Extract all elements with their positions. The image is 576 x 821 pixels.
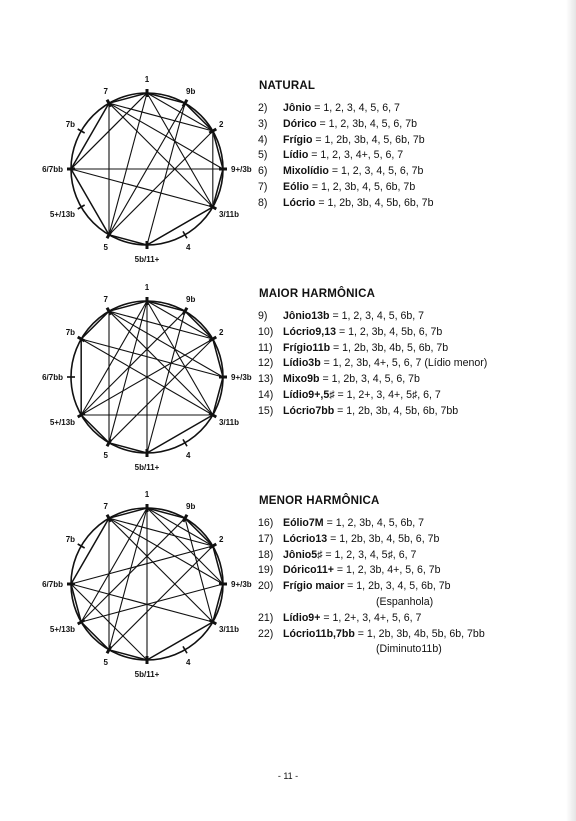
mode-name: Eólio (283, 180, 309, 193)
mode-degrees: = 1, 2, 3b, 4, 5, 6b, 7b (308, 180, 416, 193)
mode-degrees: = 1, 2b, 3b, 4, 5, 6b, 7b (312, 133, 425, 146)
mode-list (258, 516, 485, 658)
chord-wheel-maior-harmonica (30, 280, 260, 470)
degree-label: 7 (103, 295, 108, 305)
mode-number: 22) (258, 627, 274, 640)
scale-outline-segment (109, 301, 147, 311)
degree-label: 5 (103, 657, 108, 667)
scale-outline-segment (109, 235, 147, 245)
chord-line (81, 584, 223, 622)
scale-outline-segment (147, 415, 213, 453)
mode-name: Dórico (283, 117, 317, 130)
mode-degrees: = 1, 2b, 3b, 4b, 5b, 6b, 7bb (354, 627, 485, 640)
mode-number: 17) (258, 532, 274, 545)
mode-degrees: = 1, 2+, 3, 4+, 5♯, 6, 7 (334, 388, 441, 401)
degree-label: 6/7bb (42, 165, 63, 174)
mode-name: Jônio13b (283, 310, 330, 322)
mode-name: Lídio (283, 149, 309, 162)
scale-outline-segment (71, 169, 109, 235)
degree-label: 5+/13b (49, 625, 76, 634)
degree-label: 3/11b (218, 210, 239, 219)
mode-item (258, 341, 487, 357)
scale-outline-segment (147, 301, 185, 311)
mode-name: Lídio9+ (283, 611, 321, 624)
mode-degrees: = 1, 2, 3, 4, 5, 6, 7 (311, 102, 400, 114)
mode-number: 12) (258, 357, 274, 370)
mode-name: Lócrio7bb (283, 404, 335, 417)
section-title: MENOR HARMÔNICA (259, 495, 380, 507)
page-number: - 11 - (277, 771, 299, 781)
mode-degrees: = 1, 2, 3, 4+, 5, 6, 7 (308, 149, 404, 162)
scale-outline-segment (213, 339, 223, 377)
degree-label: 2 (218, 328, 224, 337)
mode-number: 13) (258, 373, 274, 386)
degree-label: 9b (186, 502, 196, 512)
mode-degrees: = 1, 2, 3b, 4, 5, 6, 7b (316, 117, 417, 130)
scale-outline-segment (213, 131, 223, 169)
mode-name: Mixo9b (283, 373, 320, 386)
scale-outline-segment (81, 311, 109, 339)
scale-outline-segment (147, 93, 185, 103)
mode-name: Lócrio9,13 (283, 325, 336, 338)
degree-label: 5 (103, 450, 108, 460)
chord-wheel-menor-harmonica (30, 487, 260, 677)
mode-note: (Diminuto11b) (376, 643, 442, 656)
mode-number: 21) (258, 611, 274, 624)
section-natural (0, 72, 576, 282)
mode-list (258, 309, 487, 420)
mode-item (258, 325, 487, 341)
mode-name: Lídio9+,5♯ (283, 388, 335, 401)
chord-line (81, 508, 147, 622)
degree-label: 5b/11+ (134, 670, 160, 679)
mode-name: Jônio (283, 102, 312, 114)
mode-degrees: = 1, 2b, 3, 4, 5, 6, 7b (319, 373, 420, 386)
chord-line (109, 103, 223, 169)
mode-number: 16) (258, 517, 274, 529)
scale-outline-segment (81, 622, 109, 650)
scale-outline-segment (213, 169, 223, 207)
mode-degrees: = 1, 2, 3b, 4+, 5, 6, 7b (333, 564, 441, 577)
mode-number: 8) (258, 196, 268, 209)
mode-item (258, 404, 487, 420)
mode-item (258, 548, 485, 564)
mode-number: 14) (258, 388, 274, 401)
mode-item (258, 117, 433, 133)
mode-degrees: = 1, 2b, 3b, 4, 5b, 6, 7b (327, 532, 440, 545)
mode-number: 6) (258, 165, 268, 178)
mode-name: Lócrio11b,7bb (283, 627, 355, 640)
degree-label: 6/7bb (42, 580, 63, 589)
mode-number: 7) (258, 180, 268, 193)
degree-label: 7 (103, 502, 108, 512)
degree-label: 9+/3b (231, 373, 252, 382)
mode-number: 15) (258, 404, 274, 417)
chord-line (81, 518, 185, 622)
mode-item (258, 133, 433, 149)
mode-item (258, 148, 433, 164)
degree-label: 6/7bb (42, 373, 63, 382)
degree-label: 1 (144, 283, 150, 292)
scale-outline-segment (213, 377, 223, 415)
degree-label: 4 (186, 450, 191, 460)
section-title: NATURAL (259, 80, 316, 92)
degree-label: 9b (186, 295, 196, 305)
section-maior-harmonica (0, 280, 576, 490)
mode-name: Frígio (283, 133, 313, 146)
mode-name: Frígio11b (283, 341, 331, 354)
degree-label: 7b (65, 535, 76, 544)
degree-label: 9b (186, 87, 196, 97)
degree-label: 5+/13b (49, 210, 76, 219)
mode-name: Frígio maior (283, 580, 345, 593)
mode-degrees: = 1, 2b, 3b, 4, 5b, 6b, 7b (315, 196, 434, 209)
mode-degrees: = 1, 2, 3, 4, 5, 6b, 7 (329, 310, 425, 322)
mode-name: Lócrio (283, 196, 316, 209)
mode-number: 2) (258, 102, 268, 114)
mode-degrees: = 1, 2, 3b, 4, 5, 6b, 7 (323, 517, 425, 529)
mode-number: 3) (258, 117, 268, 130)
mode-name: Lídio3b (283, 357, 321, 370)
mode-item (258, 627, 485, 659)
scale-outline-segment (81, 415, 109, 443)
degree-label: 7b (65, 120, 76, 129)
degree-label: 7 (103, 87, 108, 97)
mode-name: Dórico11+ (283, 564, 334, 577)
chord-line (147, 93, 213, 207)
mode-degrees: = 1, 2b, 3b, 4, 5b, 6b, 7bb (334, 404, 459, 417)
chord-wheel-natural (30, 72, 260, 262)
scale-outline-segment (109, 443, 147, 453)
mode-number: 11) (258, 341, 273, 354)
mode-note: (Espanhola) (376, 595, 434, 608)
scale-outline-segment (213, 584, 223, 622)
mode-item (258, 196, 433, 212)
mode-item (258, 164, 433, 180)
mode-number: 19) (258, 564, 274, 577)
mode-item (258, 388, 487, 404)
mode-number: 18) (258, 548, 274, 561)
page-edge-shadow (566, 0, 576, 821)
chord-line (109, 103, 213, 131)
degree-label: 5b/11+ (134, 255, 160, 264)
degree-label: 2 (218, 120, 224, 129)
chord-line (109, 518, 223, 584)
mode-name: Lócrio13 (283, 532, 328, 545)
degree-label: 5 (103, 242, 108, 252)
scale-outline-segment (147, 622, 213, 660)
mode-number: 4) (258, 133, 268, 146)
mode-item (258, 101, 433, 117)
degree-label: 5b/11+ (134, 463, 160, 472)
mode-degrees: = 1, 2, 3b, 4, 5b, 6, 7b (336, 325, 443, 338)
mode-item (258, 516, 485, 532)
mode-degrees: = 1, 2, 3, 4, 5♯, 6, 7 (322, 548, 417, 561)
degree-label: 9+/3b (231, 580, 252, 589)
degree-label: 7b (65, 328, 76, 337)
chord-line (109, 311, 223, 377)
degree-label: 1 (144, 490, 150, 499)
mode-degrees: = 1, 2b, 3b, 4b, 5, 6b, 7b (330, 341, 449, 354)
mode-item (258, 532, 485, 548)
mode-item (258, 611, 485, 627)
mode-item (258, 579, 485, 611)
chord-line (109, 339, 213, 443)
mode-item (258, 309, 487, 325)
degree-label: 9+/3b (231, 165, 252, 174)
mode-name: Eólio7M (283, 517, 324, 529)
degree-label: 1 (144, 75, 150, 84)
mode-degrees: = 1, 2b, 3, 4, 5, 6b, 7b (344, 580, 451, 593)
mode-name: Mixolídio (283, 165, 329, 178)
scale-outline-segment (109, 508, 147, 518)
chord-line (147, 207, 213, 245)
mode-number: 5) (258, 149, 268, 162)
mode-degrees: = 1, 2, 3, 4, 5, 6, 7b (328, 165, 424, 178)
mode-degrees: = 1, 2, 3b, 4+, 5, 6, 7 (Lídio menor) (320, 357, 488, 370)
scale-outline-segment (71, 518, 109, 584)
degree-label: 4 (186, 657, 191, 667)
mode-number: 20) (258, 580, 274, 593)
mode-number: 10) (258, 325, 274, 338)
mode-degrees: = 1, 2+, 3, 4+, 5, 6, 7 (320, 611, 422, 624)
degree-label: 2 (218, 535, 224, 544)
mode-name: Jônio5♯ (283, 548, 323, 561)
mode-item (258, 356, 487, 372)
chord-line (147, 301, 213, 339)
mode-item (258, 180, 433, 196)
mode-item (258, 372, 487, 388)
section-menor-harmonica (0, 487, 576, 697)
degree-label: 3/11b (218, 418, 239, 427)
mode-item (258, 563, 485, 579)
degree-label: 3/11b (218, 625, 239, 634)
mode-list (258, 101, 433, 212)
degree-label: 4 (186, 242, 191, 252)
degree-label: 5+/13b (49, 418, 76, 427)
section-title: MAIOR HARMÔNICA (259, 288, 376, 300)
mode-number: 9) (258, 310, 268, 322)
